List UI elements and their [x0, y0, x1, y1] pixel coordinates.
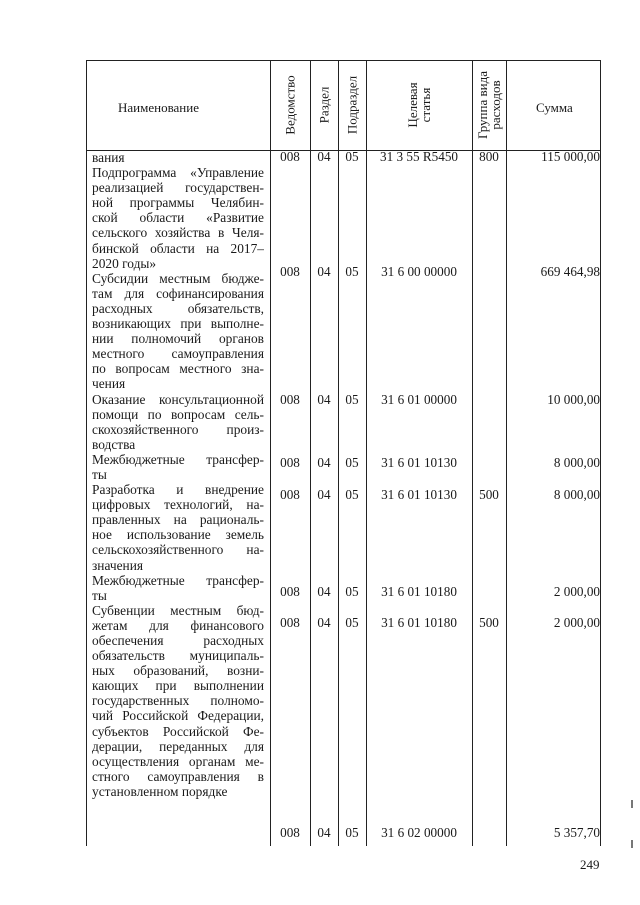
- row-podrazdel: 05: [345, 455, 359, 470]
- name-line: осуществления органам ме-: [92, 753, 264, 769]
- header-gruppa-line1: Группа вида: [475, 71, 490, 139]
- row-celevaya-statya: 31 6 02 00000: [381, 825, 457, 840]
- header-podrazdel: Подраздел: [344, 75, 360, 135]
- name-line: там для софинансирования: [92, 285, 264, 301]
- row-vedomstvo: 008: [280, 487, 300, 502]
- row-vedomstvo: 008: [280, 264, 300, 279]
- name-line: чий Российской Федерации,: [92, 708, 264, 724]
- name-column: [92, 150, 264, 799]
- name-line: скохозяйственного произ-: [92, 421, 264, 437]
- header-gruppa-line2: расходов: [488, 80, 503, 130]
- name-line: кающих при выполнении: [92, 678, 264, 694]
- name-line: вания: [92, 150, 125, 165]
- row-gruppa-vida: 500: [479, 487, 499, 502]
- header-celevaya-line2: статья: [418, 87, 433, 123]
- name-line: ных образований, возни-: [92, 663, 264, 679]
- row-razdel: 04: [317, 264, 331, 279]
- row-summa: 5 357,70: [553, 825, 600, 840]
- row-vedomstvo: 008: [280, 455, 300, 470]
- row-celevaya-statya: 31 3 55 R5450: [379, 149, 459, 164]
- col-border-right: [600, 60, 601, 846]
- name-line: Межбюджетные трансфер-: [92, 572, 264, 588]
- row-razdel: 04: [317, 149, 331, 164]
- name-line: дерации, переданных для: [92, 738, 264, 754]
- row-podrazdel: 05: [345, 825, 359, 840]
- name-line: установленном порядке: [92, 783, 228, 799]
- row-razdel: 04: [317, 615, 331, 630]
- row-summa: 2 000,00: [553, 584, 600, 599]
- row-podrazdel: 05: [345, 584, 359, 599]
- row-podrazdel: 05: [345, 264, 359, 279]
- row-razdel: 04: [317, 392, 331, 407]
- name-line: стного самоуправления в: [92, 768, 264, 784]
- row-summa: 115 000,00: [541, 149, 600, 164]
- name-line: субъектов Российской Фе-: [92, 723, 264, 739]
- row-celevaya-statya: 31 6 01 10180: [381, 615, 457, 630]
- name-line: сельского хозяйства в Челя-: [92, 225, 264, 241]
- col-border-raz: [338, 60, 339, 846]
- row-vedomstvo: 008: [280, 825, 300, 840]
- name-line: нии полномочий органов: [92, 331, 264, 347]
- name-line: бинской области на 2017–: [92, 240, 264, 256]
- row-summa: 8 000,00: [553, 487, 600, 502]
- name-line: возникающих при выполне-: [92, 316, 264, 332]
- row-razdel: 04: [317, 487, 331, 502]
- row-razdel: 04: [317, 584, 331, 599]
- row-celevaya-statya: 31 6 01 00000: [381, 392, 457, 407]
- name-line: ты: [92, 587, 107, 603]
- header-gruppa: [476, 71, 502, 139]
- row-celevaya-statya: 31 6 00 00000: [381, 264, 457, 279]
- row-vedomstvo: 008: [280, 392, 300, 407]
- name-line: Межбюджетные трансфер-: [92, 451, 264, 467]
- name-line: ской области «Развитие: [92, 210, 264, 226]
- row-summa: 2 000,00: [553, 615, 600, 630]
- row-celevaya-statya: 31 6 01 10180: [381, 584, 457, 599]
- name-line: по вопросам местного зна-: [92, 361, 264, 377]
- name-line: цифровых технологий, на-: [92, 497, 264, 513]
- row-vedomstvo: 008: [280, 149, 300, 164]
- col-border-ved: [310, 60, 311, 846]
- page-number: 249: [580, 857, 600, 872]
- name-line: реализацией государствен-: [92, 180, 264, 196]
- col-border-grp: [506, 60, 507, 846]
- name-line: ной программы Челябин-: [92, 195, 264, 211]
- col-border-cel: [472, 60, 473, 846]
- row-summa: 669 464,98: [540, 264, 600, 279]
- name-line: расходных обязательств,: [92, 300, 264, 316]
- row-podrazdel: 05: [345, 392, 359, 407]
- scan-edge-mark: [631, 800, 633, 808]
- row-celevaya-statya: 31 6 01 10130: [381, 455, 457, 470]
- row-celevaya-statya: 31 6 01 10130: [381, 487, 457, 502]
- name-line: значения: [92, 557, 144, 573]
- row-podrazdel: 05: [345, 615, 359, 630]
- row-razdel: 04: [317, 455, 331, 470]
- row-vedomstvo: 008: [280, 584, 300, 599]
- table-top-border: [86, 60, 601, 61]
- row-razdel: 04: [317, 825, 331, 840]
- name-line: местного самоуправления: [92, 346, 264, 362]
- row-podrazdel: 05: [345, 487, 359, 502]
- row-gruppa-vida: 500: [479, 615, 499, 630]
- name-line: Субвенции местным бюд-: [92, 602, 264, 618]
- name-line: ное использование земель: [92, 527, 264, 543]
- name-line: правленных на рациональ-: [92, 512, 264, 528]
- header-razdel: Раздел: [316, 86, 332, 124]
- name-line: помощи по вопросам сель-: [92, 406, 264, 422]
- name-line: обеспечения расходных: [92, 633, 264, 648]
- header-name: Наименование: [118, 100, 199, 115]
- name-line: сельскохозяйственного на-: [92, 542, 264, 558]
- col-border-name: [270, 60, 271, 846]
- row-vedomstvo: 008: [280, 615, 300, 630]
- name-line: ты: [92, 466, 107, 482]
- name-line: Субсидии местным бюдже-: [92, 270, 264, 286]
- name-line: обязательств муниципаль-: [92, 648, 264, 664]
- col-border-pod: [366, 60, 367, 846]
- name-line: 2020 годы»: [92, 255, 157, 271]
- name-line: Разработка и внедрение: [92, 482, 264, 498]
- row-podrazdel: 05: [345, 149, 359, 164]
- row-gruppa-vida: 800: [479, 149, 499, 164]
- row-summa: 8 000,00: [553, 455, 600, 470]
- name-line: государственных полномо-: [92, 693, 264, 709]
- name-line: водства: [92, 436, 136, 452]
- row-summa: 10 000,00: [547, 392, 600, 407]
- header-celevaya: [406, 82, 432, 127]
- header-vedomstvo: Ведомство: [282, 75, 298, 135]
- name-line: чения: [92, 376, 126, 392]
- name-line: Подпрограмма «Управление: [92, 165, 264, 181]
- name-line: Оказание консультационной: [92, 391, 264, 407]
- col-border-left: [86, 60, 87, 846]
- name-line: жетам для финансового: [92, 617, 264, 633]
- header-summa: Сумма: [536, 100, 573, 115]
- scan-edge-mark: [631, 840, 633, 848]
- header-celevaya-line1: Целевая: [405, 82, 420, 128]
